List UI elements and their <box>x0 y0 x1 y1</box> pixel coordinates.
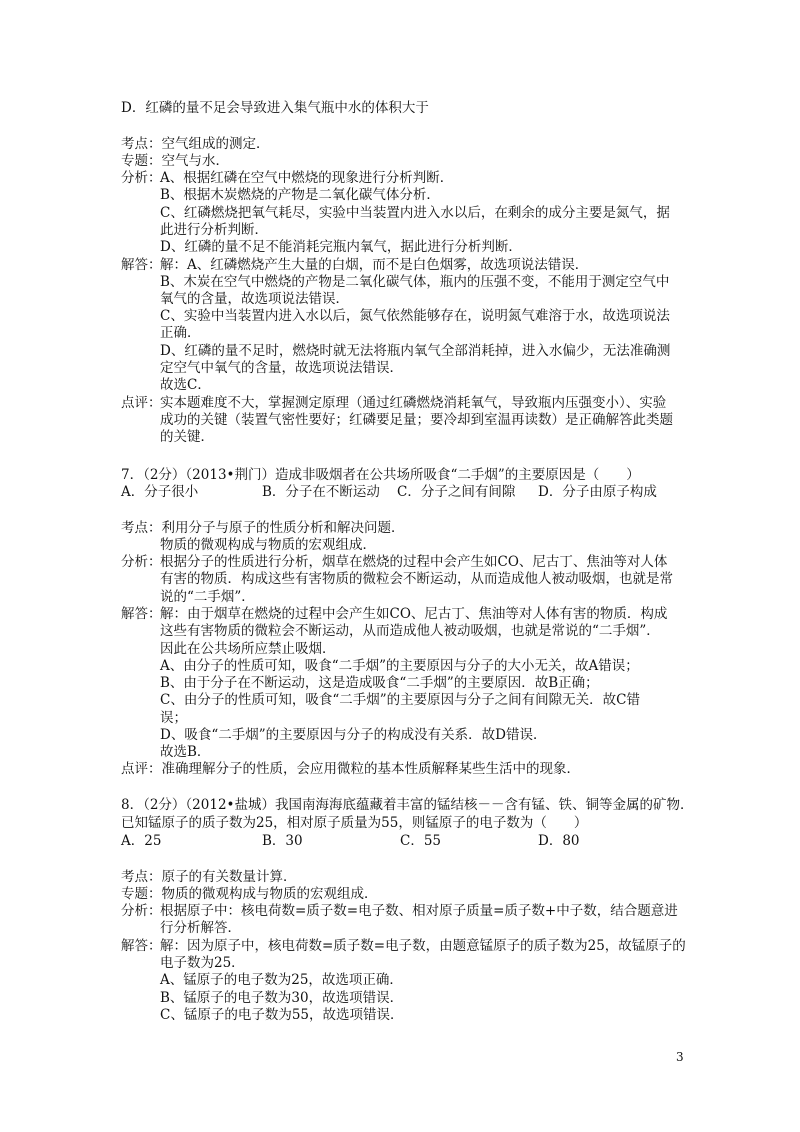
q7-option-d: D．分子由原子构成 <box>538 484 657 500</box>
option-d-line: D．红磷的量不足会导致进入集气瓶中水的体积大于 <box>121 100 429 116</box>
q8-answer-line: B、锰原子的电子数为30，故选项错误． <box>160 990 404 1006</box>
q8-answer-line: A、锰原子的电子数为25，故选项正确． <box>160 972 403 988</box>
q6-analysis-line: B、根据木炭燃烧的产物是二氧化碳气体分析． <box>160 187 440 203</box>
q8-option-c: C．55 <box>400 833 442 849</box>
q8-answer-line: 电子数为25． <box>160 955 245 971</box>
q6-answer-label: 解答： <box>121 257 162 273</box>
q6-analysis-line: D、红磷的量不足不能消耗完瓶内氧气，据此进行分析判断． <box>160 239 522 255</box>
q8-option-d: D．80 <box>538 833 580 849</box>
q6-analysis-line: A、根据红磷在空气中燃烧的现象进行分析判断． <box>160 170 454 186</box>
q7-answer-line: C、由分子的性质可知，吸食“二手烟”的主要原因与分子之间有间隙无关．故C错 <box>160 692 640 708</box>
q7-answer-line: D、吸食“二手烟”的主要原因与分子的构成没有关系．故D错误． <box>160 727 547 743</box>
q7-analysis-line: 说的“二手烟”． <box>160 589 255 605</box>
q7-analysis-label: 分析： <box>121 554 162 570</box>
q6-answer-line: 氧气的含量，故选项说法错误． <box>160 291 349 307</box>
q8-analysis-label: 分析： <box>121 903 162 919</box>
q6-analysis-line: 此进行分析判断． <box>160 222 268 238</box>
q7-answer-line: 故选B． <box>160 744 211 760</box>
q8-answer-label: 解答： <box>121 938 162 954</box>
q6-answer-line: 故选C． <box>160 377 211 393</box>
q8-kaodian: 考点：原子的有关数量计算． <box>121 869 297 885</box>
q6-answer-line: 解：A、红磷燃烧产生大量的白烟，而不是白色烟雾，故选项说法错误． <box>160 257 589 273</box>
q8-answer-line: 解：因为原子中，核电荷数=质子数=电子数，由题意锰原子的质子数为25，故锰原子的 <box>160 938 686 954</box>
q6-comment-line: 实本题难度不大，掌握测定原理（通过红磷燃烧消耗氧气，导致瓶内压强变小）、实验 <box>160 395 667 411</box>
q7-stem: 7．（2分）（2013•荆门）造成非吸烟者在公共场所吸食“二手烟”的主要原因是（ ） <box>121 467 640 483</box>
q7-answer-line: A、由分子的性质可知，吸食“二手烟”的主要原因与分子的大小无关，故A错误； <box>160 658 639 674</box>
q6-answer-line: D、红磷的量不足时，燃烧时就无法将瓶内氧气全部消耗掉，进入水偏少，无法准确测 <box>160 343 671 359</box>
q6-comment-label: 点评： <box>121 395 162 411</box>
q6-zhuanti: 专题：空气与水． <box>121 153 229 169</box>
q8-option-a: A．25 <box>121 833 162 849</box>
q7-kaodian: 考点：利用分子与原子的性质分析和解决问题． <box>121 520 405 536</box>
q7-option-a: A．分子很小 <box>121 484 199 500</box>
q6-kaodian: 考点：空气组成的测定． <box>121 136 270 152</box>
q7-analysis-line: 根据分子的性质进行分析，烟草在燃烧的过程中会产生如CO、尼古丁、焦油等对人体 <box>160 554 668 570</box>
q7-comment: 点评：准确理解分子的性质，会应用微粒的基本性质解释某些生活中的现象． <box>121 761 580 777</box>
q7-option-c: C．分子之间有间隙 <box>397 484 516 500</box>
q6-comment-line: 的关键． <box>160 429 214 445</box>
q8-stem: 已知锰原子的质子数为25，相对原子质量为55，则锰原子的电子数为（ ） <box>121 815 588 831</box>
q7-answer-line: 因此在公共场所应禁止吸烟． <box>160 641 336 657</box>
q8-stem: 8．（2分）（2012•盐城）我国南海海底蕴藏着丰富的锰结核－－含有锰、铁、铜等金属的矿物． <box>121 797 694 813</box>
q6-answer-line: B、木炭在空气中燃烧的产物是二氧化碳气体，瓶内的压强不变，不能用于测定空气中 <box>160 274 670 290</box>
q6-analysis-line: C、红磷燃烧把氧气耗尽，实验中当装置内进入水以后，在剩余的成分主要是氮气，据 <box>160 205 670 221</box>
q6-answer-line: 正确． <box>160 325 201 341</box>
q8-analysis-line: 根据原子中：核电荷数=质子数=电子数、相对原子质量=质子数+中子数，结合题意进 <box>160 903 678 919</box>
q6-analysis-label: 分析： <box>121 170 162 186</box>
q6-answer-line: C、实验中当装置内进入水以后，氮气依然能够存在，说明氮气难溶于水，故选项说法 <box>160 308 670 324</box>
q7-answer-line: 这些有害物质的微粒会不断运动，从而造成他人被动吸烟，也就是常说的“二手烟”． <box>160 623 660 639</box>
q7-answer-line: B、由于分子在不断运动，这是造成吸食“二手烟”的主要原因．故B正确； <box>160 675 599 691</box>
q6-answer-line: 定空气中氧气的含量，故选项说法错误． <box>160 360 403 376</box>
q7-kaodian-line: 物质的微观构成与物质的宏观组成． <box>160 537 376 553</box>
q7-option-b: B．分子在不断运动 <box>262 484 380 500</box>
q8-zhuanti: 专题：物质的微观构成与物质的宏观组成． <box>121 886 378 902</box>
q8-analysis-line: 行分析解答． <box>160 920 241 936</box>
q7-answer-label: 解答： <box>121 606 162 622</box>
q7-answer-line: 误； <box>160 710 187 726</box>
q8-option-b: B．30 <box>262 833 303 849</box>
q7-answer-line: 解：由于烟草在燃烧的过程中会产生如CO、尼古丁、焦油等对人体有害的物质．构成 <box>160 606 668 622</box>
q7-analysis-line: 有害的物质．构成这些有害物质的微粒会不断运动，从而造成他人被动吸烟，也就是常 <box>160 571 673 587</box>
q8-answer-line: C、锰原子的电子数为55，故选项错误． <box>160 1007 404 1023</box>
q6-comment-line: 成功的关键（装置气密性要好；红磷要足量；要冷却到室温再读数）是正确解答此类题 <box>160 412 673 428</box>
page-number: 3 <box>676 1050 684 1064</box>
